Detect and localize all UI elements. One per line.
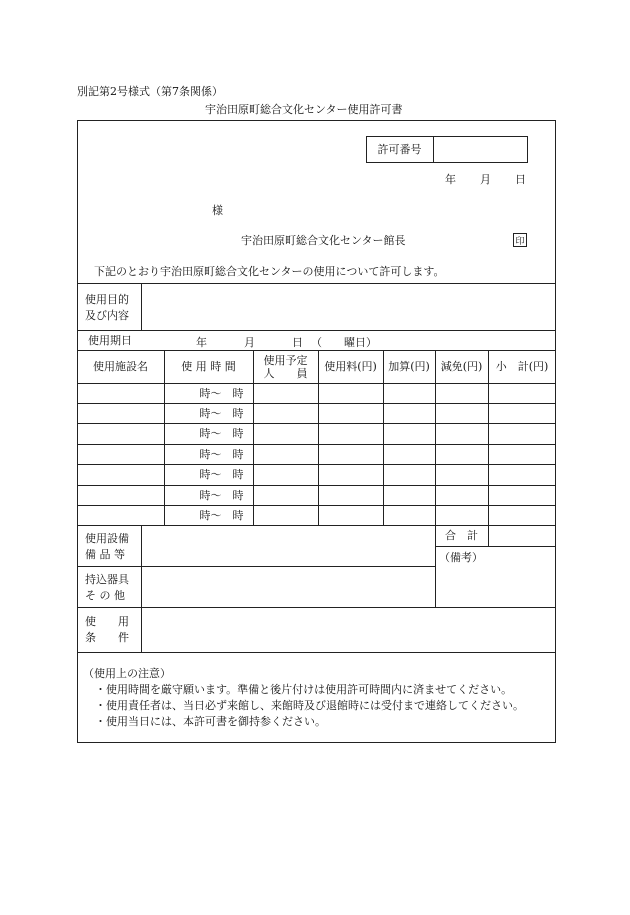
notes-item: ・使用当日には、本許可書を御持参ください。 — [95, 715, 326, 728]
purpose-label-line2: 及び内容 — [85, 309, 129, 322]
header-fee: 使用料(円) — [324, 360, 377, 373]
permit-number-field[interactable] — [434, 137, 527, 162]
permission-statement: 下記のとおり宇治田原町総合文化センターの使用について許可します。 — [94, 265, 445, 278]
header-people-line2: 人 員 — [263, 366, 308, 380]
seal-mark: 印 — [513, 233, 527, 247]
period-day: 日 — [292, 336, 303, 349]
remarks-label: （備考） — [439, 551, 483, 564]
period-label: 使用期日 — [88, 333, 132, 347]
table-row-time: 時～ 時 — [199, 427, 244, 440]
header-people — [253, 350, 318, 383]
carry-in-field[interactable] — [142, 567, 434, 606]
carry-in-label-line1: 持込器具 — [85, 573, 129, 586]
table-row-time: 時～ 時 — [199, 447, 244, 461]
notes-heading: （使用上の注意） — [83, 667, 171, 680]
conditions-label-line1: 使 用 — [85, 615, 129, 628]
purpose-field[interactable] — [142, 284, 555, 329]
permit-number-label: 許可番号 — [377, 143, 422, 156]
total-field[interactable] — [489, 526, 555, 545]
header-people-line1: 使用予定 — [263, 353, 308, 367]
equipment-label-line2: 備 品 等 — [85, 548, 125, 561]
conditions-label-line2: 条 件 — [85, 631, 129, 644]
issue-date-year: 年 — [445, 173, 456, 186]
document-title: 宇治田原町総合文化センター使用許可書 — [205, 103, 403, 116]
table-row-time: 時～ 時 — [199, 468, 244, 481]
header-discount: 減免(円) — [440, 360, 483, 373]
header-surcharge: 加算(円) — [388, 360, 430, 373]
conditions-field[interactable] — [142, 608, 555, 651]
notes-item: ・使用時間を厳守願います。準備と後片付けは使用許可時間内に済ませてください。 — [95, 683, 513, 696]
header-facility: 使用施設名 — [93, 360, 148, 373]
equipment-label-line1: 使用設備 — [85, 532, 129, 545]
purpose-label-line1: 使用目的 — [85, 293, 129, 306]
header-subtotal: 小 計(円) — [495, 360, 549, 373]
table-row-time: 時～ 時 — [199, 508, 244, 522]
period-weekday: （ 曜日） — [311, 336, 377, 349]
total-label: 合 計 — [445, 529, 478, 542]
addressee-suffix: 様 — [212, 204, 223, 217]
period-year: 年 — [196, 336, 207, 349]
issue-date-day: 日 — [515, 173, 526, 186]
carry-in-label-line2: そ の 他 — [85, 589, 125, 602]
equipment-field[interactable] — [142, 526, 434, 565]
table-row-time: 時～ 時 — [199, 488, 244, 502]
table-row-time: 時～ 時 — [199, 406, 244, 420]
notes-item: ・使用責任者は、当日必ず来館し、来館時及び退館時には受付まで連絡してください。 — [95, 699, 524, 712]
period-month: 月 — [244, 336, 255, 349]
header-time: 使 用 時 間 — [181, 360, 236, 373]
table-row-time: 時～ 時 — [199, 386, 244, 400]
issuer-name: 宇治田原町総合文化センター館長 — [241, 234, 406, 247]
form-reference: 別記第2号様式（第7条関係） — [77, 85, 223, 98]
issue-date-month: 月 — [480, 173, 491, 186]
